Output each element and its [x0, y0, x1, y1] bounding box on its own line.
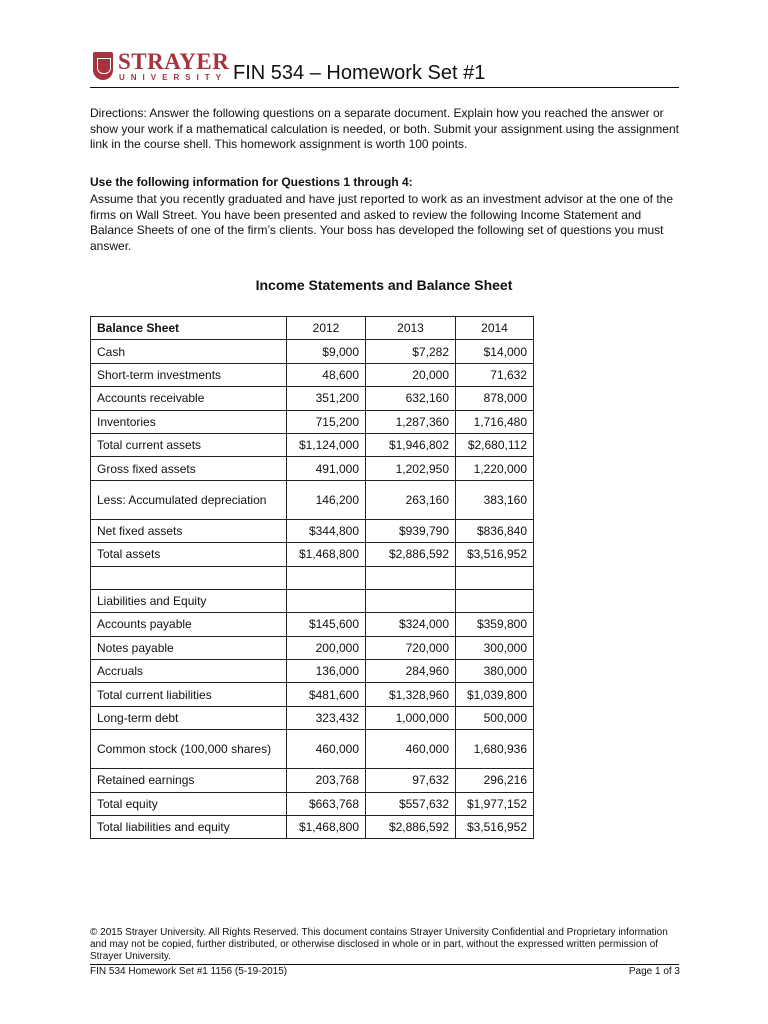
cell-value: $2,680,112: [456, 433, 534, 456]
directions: Directions: Answer the following questions on a separate document. Explain how you reached the answer or show your work if a mathematical calculation is needed, or both. Submit your assignment using the assignment link in the course shell. This homework assignment is worth 100 points.: [90, 106, 679, 151]
cell-value: 97,632: [366, 769, 456, 792]
cell-value: $344,800: [287, 519, 366, 542]
table-row: [91, 480, 534, 519]
cell-value: $9,000: [287, 340, 366, 363]
cell-value: 300,000: [456, 636, 534, 659]
table-row: [91, 792, 534, 815]
table-row: [91, 340, 534, 363]
row-label: Accounts receivable: [91, 387, 287, 410]
row-label: Balance Sheet: [91, 317, 287, 340]
row-label: Less: Accumulated depreciation: [91, 480, 287, 519]
cell-value: $1,977,152: [456, 792, 534, 815]
cell-value: 720,000: [366, 636, 456, 659]
row-label: Liabilities and Equity: [91, 589, 287, 612]
logo-word: STRAYER: [118, 49, 230, 74]
table-row: [91, 317, 534, 340]
cell-value: $1,468,800: [287, 543, 366, 566]
table-row: [91, 566, 534, 589]
cell-value: 136,000: [287, 660, 366, 683]
shield-icon: [93, 52, 113, 80]
table-row: [91, 613, 534, 636]
balance-sheet-table: [90, 316, 534, 839]
cell-value: 1,220,000: [456, 457, 534, 480]
table-row: [91, 660, 534, 683]
cell-value: $1,124,000: [287, 433, 366, 456]
header-divider: [90, 87, 679, 88]
table-row: [91, 636, 534, 659]
cell-value: 500,000: [456, 706, 534, 729]
row-label: Notes payable: [91, 636, 287, 659]
row-label: Cash: [91, 340, 287, 363]
table-row: [91, 730, 534, 769]
row-label: [91, 566, 287, 589]
cell-value: $1,039,800: [456, 683, 534, 706]
cell-value: 263,160: [366, 480, 456, 519]
cell-value: 20,000: [366, 363, 456, 386]
cell-value: 460,000: [366, 730, 456, 769]
cell-value: 296,216: [456, 769, 534, 792]
cell-value: 1,000,000: [366, 706, 456, 729]
row-label: Total equity: [91, 792, 287, 815]
row-label: Accruals: [91, 660, 287, 683]
cell-value: 1,287,360: [366, 410, 456, 433]
cell-value: [366, 589, 456, 612]
row-label: Common stock (100,000 shares): [91, 730, 287, 769]
cell-value: 878,000: [456, 387, 534, 410]
table-row: [91, 706, 534, 729]
row-label: Total liabilities and equity: [91, 816, 287, 839]
table-row: [91, 433, 534, 456]
cell-value: $14,000: [456, 340, 534, 363]
cell-value: $836,840: [456, 519, 534, 542]
cell-value: 2014: [456, 317, 534, 340]
row-label: Total current liabilities: [91, 683, 287, 706]
cell-value: $3,516,952: [456, 543, 534, 566]
doc-id: FIN 534 Homework Set #1 1156 (5-19-2015): [90, 966, 288, 977]
cell-value: 200,000: [287, 636, 366, 659]
table-row: [91, 387, 534, 410]
cell-value: $7,282: [366, 340, 456, 363]
strayer-logo: [93, 49, 230, 84]
row-label: Accounts payable: [91, 613, 287, 636]
cell-value: 284,960: [366, 660, 456, 683]
cell-value: 1,716,480: [456, 410, 534, 433]
cell-value: 146,200: [287, 480, 366, 519]
row-label: Retained earnings: [91, 769, 287, 792]
cell-value: 71,632: [456, 363, 534, 386]
table-row: [91, 683, 534, 706]
cell-value: $939,790: [366, 519, 456, 542]
page-number: Page 1 of 3: [628, 966, 680, 977]
info-heading: Use the following information for Questions 1 through 4:: [90, 175, 413, 189]
cell-value: [287, 566, 366, 589]
cell-value: 48,600: [287, 363, 366, 386]
cell-value: [456, 566, 534, 589]
logo-sub: UNIVERSITY: [119, 73, 228, 82]
table-row: [91, 410, 534, 433]
cell-value: $145,600: [287, 613, 366, 636]
cell-value: $3,516,952: [456, 816, 534, 839]
info-text: Assume that you recently graduated and have just reported to work as an investment advisor at the one of the firms on Wall Street. You have been presented and asked to review the following Income Statement and Balance Sheets of one of the firm’s clients. Your boss has developed the following set of questions you must answer.: [90, 192, 674, 253]
cell-value: 203,768: [287, 769, 366, 792]
cell-value: 323,432: [287, 706, 366, 729]
page-title: FIN 534 – Homework Set #1: [233, 62, 486, 84]
cell-value: $1,946,802: [366, 433, 456, 456]
row-label: Net fixed assets: [91, 519, 287, 542]
cell-value: 2013: [366, 317, 456, 340]
cell-value: $663,768: [287, 792, 366, 815]
cell-value: $359,800: [456, 613, 534, 636]
row-label: Inventories: [91, 410, 287, 433]
row-label: Total assets: [91, 543, 287, 566]
cell-value: [366, 566, 456, 589]
cell-value: 1,202,950: [366, 457, 456, 480]
table-row: [91, 363, 534, 386]
row-label: Short-term investments: [91, 363, 287, 386]
table-row: [91, 589, 534, 612]
table-row: [91, 519, 534, 542]
cell-value: $2,886,592: [366, 543, 456, 566]
row-label: Gross fixed assets: [91, 457, 287, 480]
cell-value: $481,600: [287, 683, 366, 706]
cell-value: 715,200: [287, 410, 366, 433]
cell-value: $1,468,800: [287, 816, 366, 839]
cell-value: 2012: [287, 317, 366, 340]
table-row: [91, 816, 534, 839]
cell-value: 351,200: [287, 387, 366, 410]
cell-value: [287, 589, 366, 612]
table-row: [91, 457, 534, 480]
table-row: [91, 769, 534, 792]
row-label: Long-term debt: [91, 706, 287, 729]
cell-value: 1,680,936: [456, 730, 534, 769]
footer-divider: [90, 964, 679, 965]
row-label: Total current assets: [91, 433, 287, 456]
cell-value: 380,000: [456, 660, 534, 683]
cell-value: [456, 589, 534, 612]
copyright: © 2015 Strayer University. All Rights Reserved. This document contains Strayer University Confidential and Proprietary information and may not be copied, further distributed, or otherwise disclosed in whole or in part, without the expressed written permission of Strayer University.: [90, 927, 668, 962]
cell-value: 383,160: [456, 480, 534, 519]
cell-value: $324,000: [366, 613, 456, 636]
cell-value: $2,886,592: [366, 816, 456, 839]
cell-value: 460,000: [287, 730, 366, 769]
cell-value: 632,160: [366, 387, 456, 410]
section-title: Income Statements and Balance Sheet: [255, 277, 513, 293]
cell-value: $1,328,960: [366, 683, 456, 706]
table-row: [91, 543, 534, 566]
cell-value: $557,632: [366, 792, 456, 815]
cell-value: 491,000: [287, 457, 366, 480]
